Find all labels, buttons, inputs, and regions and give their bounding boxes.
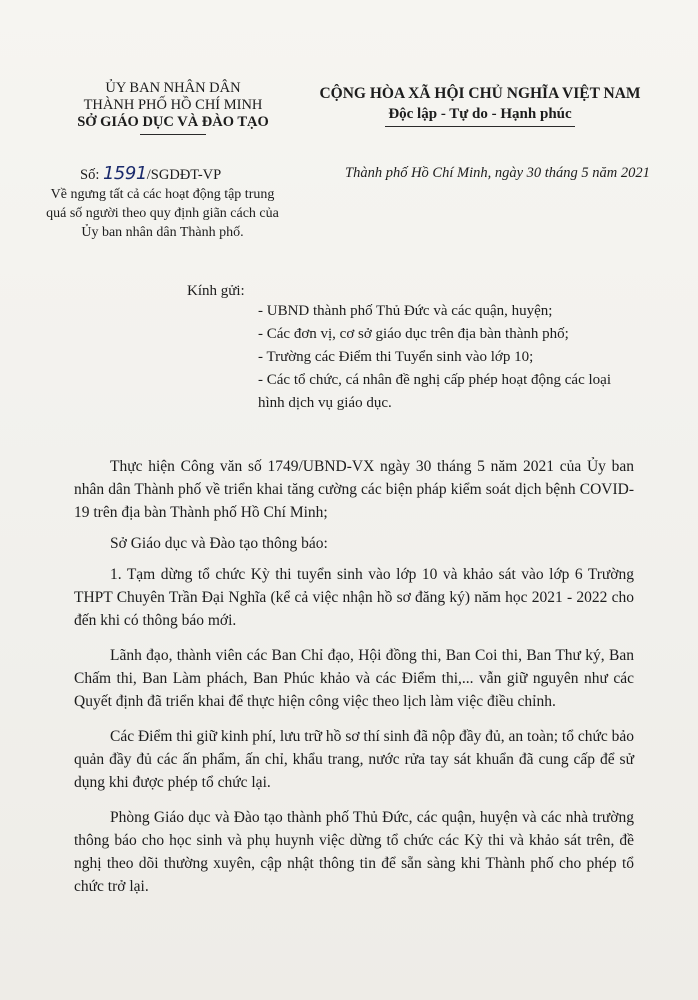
recipient-item: - Trường các Điểm thi Tuyển sinh vào lớp 10; — [258, 349, 534, 365]
body-paragraph-3: 1. Tạm dừng tổ chức Kỳ thi tuyển sinh vào lớp 10 và khảo sát vào lớp 6 Trường THPT Chuyên Trần Đại Nghĩa (kể cả việc nhận hồ sơ đăng ký) năm học 2021 - 2022 cho đến khi có thông báo mới. — [74, 566, 634, 629]
national-motto: Độc lập - Tự do - Hạnh phúc — [388, 106, 572, 122]
department-name: SỞ GIÁO DỤC VÀ ĐÀO TẠO — [77, 114, 269, 130]
department-underline — [140, 134, 206, 135]
number-suffix: /SGDĐT-VP — [146, 167, 222, 183]
salutation: Kính gửi: — [187, 283, 245, 299]
body-paragraph-2: Sở Giáo dục và Đào tạo thông báo: — [110, 535, 328, 552]
document-number — [80, 163, 221, 184]
document-body — [74, 455, 634, 910]
agency-line-2: THÀNH PHỐ HỒ CHÍ MINH — [83, 97, 263, 113]
body-paragraph-6: Phòng Giáo dục và Đào tạo thành phố Thủ Đức, các quận, huyện và các nhà trường thông báo cho học sinh và phụ huynh việc dừng tổ chức các Kỳ thi và khảo sát trên, đề nghị theo dõi thường xuyên, cập nhật thông tin để sẵn sàng khi Thành phố cho phép tổ chức trở lại. — [74, 809, 634, 895]
number-prefix: Số: — [80, 167, 100, 183]
recipient-item: - Các tổ chức, cá nhân đề nghị cấp phép hoạt động các loại hình dịch vụ giáo dục. — [258, 372, 611, 411]
handwritten-number: 1591 — [102, 163, 147, 184]
recipient-list — [258, 300, 638, 415]
national-title-block — [300, 84, 660, 127]
body-paragraph-1: Thực hiện Công văn số 1749/UBND-VX ngày 30 tháng 5 năm 2021 của Ủy ban nhân dân Thành phố về triển khai tăng cường các biện pháp kiểm soát dịch bệnh COVID-19 trên địa bàn Thành phố Hồ Chí Minh; — [74, 458, 634, 521]
nation-name: CỘNG HÒA XÃ HỘI CHỦ NGHĨA VIỆT NAM — [319, 85, 641, 102]
agency-line-1: ỦY BAN NHÂN DÂN — [105, 80, 241, 96]
body-paragraph-5: Các Điểm thi giữ kinh phí, lưu trữ hồ sơ thí sinh đã nộp đầy đủ, an toàn; tổ chức bảo quản đầy đủ các ấn phẩm, ấn chỉ, khẩu trang, nước rửa tay sát khuẩn đã cung cấp để sử dụng khi được phép tổ chức lại. — [74, 728, 634, 791]
date-line: Thành phố Hồ Chí Minh, ngày 30 tháng 5 năm 2021 — [345, 165, 650, 181]
recipient-item: - Các đơn vị, cơ sở giáo dục trên địa bàn thành phố; — [258, 326, 569, 342]
document-summary: Về ngưng tất cả các hoạt động tập trung quá số người theo quy định giãn cách của Ủy ban nhân dân Thành phố. — [46, 187, 279, 240]
body-paragraph-4: Lãnh đạo, thành viên các Ban Chỉ đạo, Hội đồng thi, Ban Coi thi, Ban Thư ký, Ban Chấm thi, Ban Làm phách, Ban Phúc khảo và các Điểm thi,... vẫn giữ nguyên như các Quyết định đã triển khai để thực hiện công việc theo lịch làm việc điều chỉnh. — [74, 647, 634, 710]
issuing-agency-block — [68, 80, 278, 135]
motto-underline — [385, 126, 575, 127]
recipient-item: - UBND thành phố Thủ Đức và các quận, huyện; — [258, 303, 553, 319]
